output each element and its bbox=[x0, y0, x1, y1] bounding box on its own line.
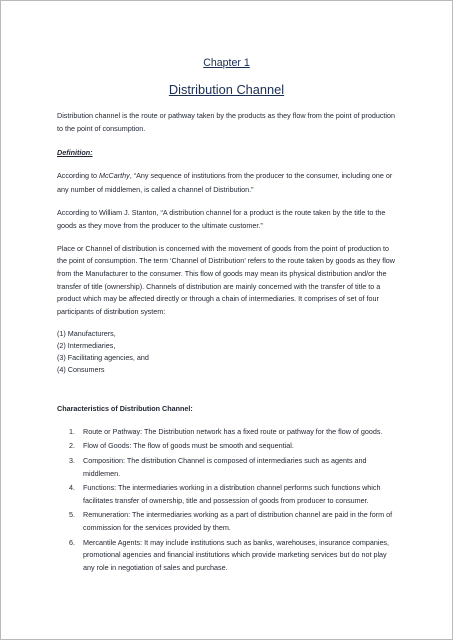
characteristic-number: 3. bbox=[69, 456, 75, 465]
characteristic-number: 6. bbox=[69, 537, 75, 547]
participant-item: (4) Consumers bbox=[57, 365, 105, 375]
characteristic-number: 4. bbox=[69, 483, 75, 493]
characteristic-item bbox=[57, 426, 396, 439]
definition-mccarthy-text: , “Any sequence of institutions from the producer to the consumer, including one or any number of middlemen, is called a channel of Distribution.” bbox=[57, 171, 393, 194]
page-title: Distribution Channel bbox=[168, 82, 285, 97]
characteristic-text: Remuneration: The intermediaries working as a part of distribution channel are paid in the form of commission for the services provided by them. bbox=[83, 510, 393, 532]
page-content bbox=[57, 55, 396, 576]
definition-stanton: According to William J. Stanton, “A distribution channel for a product is the route taken by the title to the goods as they move from the producer to the ultimate customer.” bbox=[57, 208, 386, 231]
characteristic-text: Functions: The intermediaries working in a distribution channel performs such functions which facilitates transfer of ownership, title and possession of goods from producer to consumer. bbox=[83, 483, 381, 505]
intro-paragraph: Distribution channel is the route or pathway taken by the products as they flow from the point of production to the point of consumption. bbox=[57, 111, 396, 134]
participant-item: (1) Manufacturers, bbox=[57, 329, 116, 339]
characteristics-heading: Characteristics of Distribution Channel: bbox=[57, 404, 193, 414]
characteristic-number: 1. bbox=[69, 426, 75, 436]
characteristic-text: Composition: The distribution Channel is composed of intermediaries such as agents and middlemen. bbox=[83, 456, 367, 478]
characteristic-item bbox=[57, 440, 396, 453]
explanation-paragraph: Place or Channel of distribution is concerned with the movement of goods from the point of production to the point of consumption. The term ‘Channel of Distribution’ refers to the route taken by goods as they flow from the Manufacturer to the consumer. This flow of goods may mean its physical distribution and/or the transfer of title (ownership). Channels of distribution are mainly concerned with the transfer of title to a product which may be affected directly or through a chain of intermediaries. It comprises of set of four participants of distribution system: bbox=[57, 243, 395, 316]
definition-mccarthy bbox=[57, 169, 396, 196]
characteristic-number: 5. bbox=[69, 510, 75, 520]
chapter-heading: Chapter 1 bbox=[203, 57, 250, 69]
definition-mccarthy-prefix: According to bbox=[57, 171, 99, 181]
definition-heading bbox=[57, 146, 396, 159]
participant-item: (3) Facilitating agencies, and bbox=[57, 353, 149, 363]
characteristics-list bbox=[57, 426, 396, 575]
definition-heading-text: Definition: bbox=[57, 147, 93, 157]
characteristic-text: Route or Pathway: The Distribution network has a fixed route or pathway for the flow of goods. bbox=[83, 426, 383, 436]
characteristic-item bbox=[57, 509, 396, 534]
characteristic-item bbox=[57, 455, 396, 480]
characteristic-item bbox=[57, 537, 396, 575]
characteristic-item bbox=[57, 482, 396, 507]
participants-list bbox=[57, 328, 396, 376]
characteristic-text: Flow of Goods: The flow of goods must be smooth and sequential. bbox=[83, 441, 294, 451]
characteristic-text: Mercantile Agents: It may include institutions such as banks, warehouses, insurance companies, promotional agencies and financial institutions which provide marketing services but do not play any role in negotiation of sales and purchase. bbox=[83, 537, 390, 572]
definition-mccarthy-author: McCarthy bbox=[98, 171, 130, 181]
participant-item: (2) Intermediaries, bbox=[57, 341, 116, 351]
characteristic-number: 2. bbox=[69, 441, 75, 451]
